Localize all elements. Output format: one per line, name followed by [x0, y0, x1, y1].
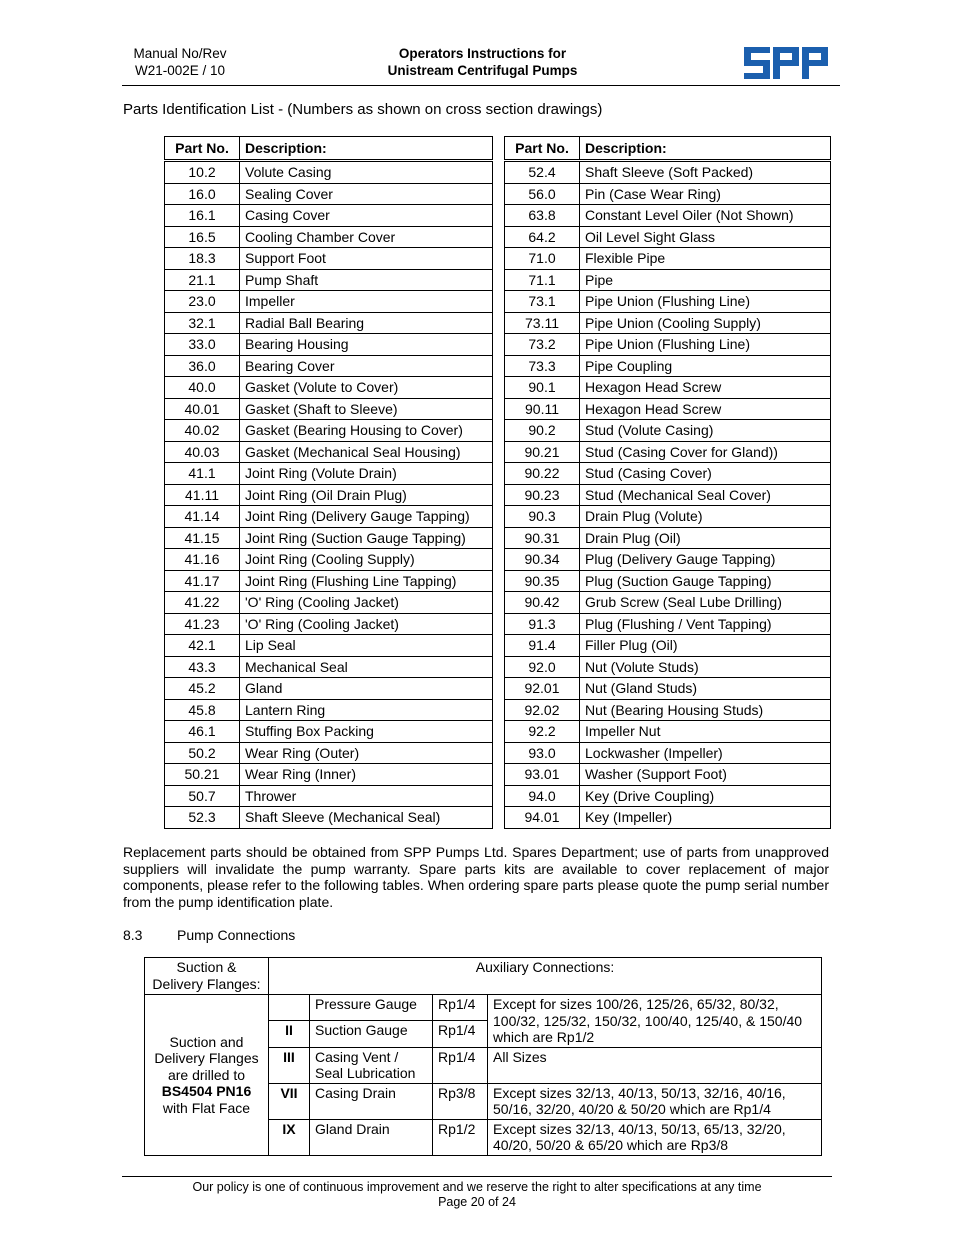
title-line-1: Operators Instructions for	[398, 46, 567, 61]
table-row	[505, 441, 831, 463]
part-number: 73.1	[505, 291, 580, 313]
footer-divider	[122, 1176, 832, 1177]
part-number: 52.4	[505, 161, 580, 184]
table-row	[505, 549, 831, 571]
part-number: 18.3	[165, 248, 240, 270]
parts-table-left	[164, 136, 493, 829]
table-row	[165, 291, 493, 313]
part-number: 94.01	[505, 807, 580, 829]
title-line-2: Unistream Centrifugal Pumps	[387, 63, 578, 78]
part-description: Joint Ring (Cooling Supply)	[240, 549, 493, 571]
part-number: 90.35	[505, 570, 580, 592]
part-number: 41.1	[165, 463, 240, 485]
part-description: Stud (Casing Cover for Gland))	[580, 441, 831, 463]
part-number: 90.21	[505, 441, 580, 463]
table-row	[505, 721, 831, 743]
part-number: 42.1	[165, 635, 240, 657]
connection-note: Except for sizes 100/26, 125/26, 65/32, 80/32, 100/32, 125/32, 150/32, 100/40, 125/40, & 150/40 which are Rp1/2	[488, 995, 822, 1048]
part-description: Gasket (Shaft to Sleeve)	[240, 398, 493, 420]
part-description: Wear Ring (Outer)	[240, 742, 493, 764]
part-number: 45.8	[165, 699, 240, 721]
connection-ref: III	[269, 1047, 310, 1083]
part-number: 93.01	[505, 764, 580, 786]
connection-size: Rp1/4	[433, 1021, 488, 1047]
part-number: 56.0	[505, 183, 580, 205]
table-row	[165, 506, 493, 528]
table-row	[505, 226, 831, 248]
connection-ref	[269, 995, 310, 1021]
part-description: Impeller	[240, 291, 493, 313]
column-header-description: Description:	[240, 137, 493, 161]
part-number: 63.8	[505, 205, 580, 227]
table-row	[165, 226, 493, 248]
table-row	[505, 291, 831, 313]
part-number: 41.11	[165, 484, 240, 506]
table-row	[505, 742, 831, 764]
table-row	[165, 635, 493, 657]
part-number: 40.01	[165, 398, 240, 420]
connection-size: Rp1/4	[433, 1047, 488, 1083]
part-number: 23.0	[165, 291, 240, 313]
connection-ref: IX	[269, 1119, 310, 1155]
part-number: 90.23	[505, 484, 580, 506]
part-description: Joint Ring (Volute Drain)	[240, 463, 493, 485]
table-row	[165, 592, 493, 614]
part-description: Mechanical Seal	[240, 656, 493, 678]
table-row	[145, 995, 822, 1021]
connection-note: All Sizes	[488, 1047, 822, 1083]
table-row	[165, 807, 493, 829]
part-number: 41.16	[165, 549, 240, 571]
table-row	[165, 269, 493, 291]
table-row	[165, 721, 493, 743]
table-row	[505, 570, 831, 592]
part-number: 16.5	[165, 226, 240, 248]
part-description: Support Foot	[240, 248, 493, 270]
table-row	[505, 699, 831, 721]
part-number: 92.01	[505, 678, 580, 700]
table-row	[165, 570, 493, 592]
connection-size: Rp1/2	[433, 1119, 488, 1155]
connection-name: Gland Drain	[310, 1119, 433, 1155]
table-row	[505, 635, 831, 657]
page-footer	[122, 1180, 832, 1209]
part-number: 16.1	[165, 205, 240, 227]
part-number: 64.2	[505, 226, 580, 248]
part-description: Joint Ring (Flushing Line Tapping)	[240, 570, 493, 592]
parts-table-right	[504, 136, 831, 829]
part-number: 93.0	[505, 742, 580, 764]
part-description: Nut (Volute Studs)	[580, 656, 831, 678]
table-row	[165, 355, 493, 377]
table-row	[505, 161, 831, 184]
part-number: 43.3	[165, 656, 240, 678]
connection-note: Except sizes 32/13, 40/13, 50/13, 32/16, 40/16, 50/16, 32/20, 40/20 & 50/20 which are Rp1/4	[488, 1083, 822, 1119]
table-row	[165, 183, 493, 205]
table-row	[165, 678, 493, 700]
part-number: 41.23	[165, 613, 240, 635]
flange-text: Suction and Delivery Flanges are drilled to	[154, 1033, 259, 1083]
part-description: Key (Drive Coupling)	[580, 785, 831, 807]
part-description: Lip Seal	[240, 635, 493, 657]
part-description: Casing Cover	[240, 205, 493, 227]
part-number: 36.0	[165, 355, 240, 377]
part-number: 46.1	[165, 721, 240, 743]
part-description: Gland	[240, 678, 493, 700]
part-description: Bearing Cover	[240, 355, 493, 377]
part-description: Stuffing Box Packing	[240, 721, 493, 743]
flange-standard: BS4504 PN16	[161, 1083, 252, 1099]
manual-label: Manual No/Rev	[133, 46, 227, 61]
part-description: Pipe Union (Flushing Line)	[580, 334, 831, 356]
part-number: 50.21	[165, 764, 240, 786]
table-row	[505, 656, 831, 678]
part-number: 50.7	[165, 785, 240, 807]
part-description: Grub Screw (Seal Lube Drilling)	[580, 592, 831, 614]
part-number: 90.22	[505, 463, 580, 485]
connection-size: Rp3/8	[433, 1083, 488, 1119]
table-row	[505, 807, 831, 829]
part-description: Gasket (Mechanical Seal Housing)	[240, 441, 493, 463]
table-row	[505, 678, 831, 700]
part-number: 73.2	[505, 334, 580, 356]
document-title	[340, 45, 625, 79]
part-number: 90.42	[505, 592, 580, 614]
column-header-description: Description:	[580, 137, 831, 161]
table-row	[505, 312, 831, 334]
table-row	[505, 269, 831, 291]
part-description: Plug (Delivery Gauge Tapping)	[580, 549, 831, 571]
table-row	[165, 420, 493, 442]
part-number: 94.0	[505, 785, 580, 807]
table-row	[505, 398, 831, 420]
flange-description	[145, 995, 269, 1156]
policy-statement: Our policy is one of continuous improvement and we reserve the right to alter specifications at any time	[192, 1180, 762, 1194]
table-row	[165, 312, 493, 334]
part-number: 71.0	[505, 248, 580, 270]
connection-name: Casing Vent / Seal Lubrication	[310, 1047, 433, 1083]
subsection-title: Pump Connections	[177, 927, 296, 943]
part-number: 91.4	[505, 635, 580, 657]
table-row	[505, 506, 831, 528]
part-description: Plug (Flushing / Vent Tapping)	[580, 613, 831, 635]
connection-name: Pressure Gauge	[310, 995, 433, 1021]
part-description: Gasket (Bearing Housing to Cover)	[240, 420, 493, 442]
pump-connections-table	[144, 957, 822, 1156]
part-description: Joint Ring (Oil Drain Plug)	[240, 484, 493, 506]
spp-logo	[744, 47, 828, 79]
part-description: 'O' Ring (Cooling Jacket)	[240, 613, 493, 635]
table-row	[505, 334, 831, 356]
part-number: 92.0	[505, 656, 580, 678]
table-row	[165, 161, 493, 184]
part-number: 40.03	[165, 441, 240, 463]
part-number: 33.0	[165, 334, 240, 356]
table-row	[505, 420, 831, 442]
subsection-number: 8.3	[123, 927, 143, 943]
part-number: 92.2	[505, 721, 580, 743]
table-row	[165, 764, 493, 786]
part-description: Gasket (Volute to Cover)	[240, 377, 493, 399]
part-number: 21.1	[165, 269, 240, 291]
part-description: Impeller Nut	[580, 721, 831, 743]
table-row	[165, 527, 493, 549]
part-description: Pump Shaft	[240, 269, 493, 291]
part-number: 52.3	[165, 807, 240, 829]
part-number: 90.31	[505, 527, 580, 549]
part-number: 90.3	[505, 506, 580, 528]
part-description: Hexagon Head Screw	[580, 377, 831, 399]
part-description: Volute Casing	[240, 161, 493, 184]
part-number: 90.2	[505, 420, 580, 442]
part-description: Plug (Suction Gauge Tapping)	[580, 570, 831, 592]
part-description: Flexible Pipe	[580, 248, 831, 270]
part-description: Stud (Volute Casing)	[580, 420, 831, 442]
part-number: 71.1	[505, 269, 580, 291]
table-row	[165, 484, 493, 506]
part-description: Wear Ring (Inner)	[240, 764, 493, 786]
part-number: 32.1	[165, 312, 240, 334]
connection-ref: VII	[269, 1083, 310, 1119]
table-row	[505, 785, 831, 807]
part-number: 45.2	[165, 678, 240, 700]
part-description: Shaft Sleeve (Soft Packed)	[580, 161, 831, 184]
table-row	[165, 613, 493, 635]
part-description: Shaft Sleeve (Mechanical Seal)	[240, 807, 493, 829]
table-row	[165, 699, 493, 721]
connection-ref: II	[269, 1021, 310, 1047]
manual-number: W21-002E / 10	[134, 63, 226, 78]
table-row	[165, 441, 493, 463]
part-description: Key (Impeller)	[580, 807, 831, 829]
flanges-header: Suction & Delivery Flanges:	[145, 958, 269, 995]
part-number: 41.14	[165, 506, 240, 528]
part-number: 90.11	[505, 398, 580, 420]
part-number: 10.2	[165, 161, 240, 184]
part-number: 92.02	[505, 699, 580, 721]
replacement-parts-paragraph: Replacement parts should be obtained from SPP Pumps Ltd. Spares Department; use of parts from unapproved suppliers will invalidate the pump warranty. Spare parts kits are available to cover replacement of major components, please refer to the following tables. When ordering spare parts please quote the pump serial number from the pump identification plate.	[123, 844, 829, 910]
table-row	[505, 183, 831, 205]
part-description: Bearing Housing	[240, 334, 493, 356]
table-row	[505, 764, 831, 786]
part-description: Joint Ring (Delivery Gauge Tapping)	[240, 506, 493, 528]
part-number: 90.1	[505, 377, 580, 399]
part-description: Nut (Bearing Housing Studs)	[580, 699, 831, 721]
part-number: 40.0	[165, 377, 240, 399]
part-description: Drain Plug (Volute)	[580, 506, 831, 528]
table-row	[165, 785, 493, 807]
page-number: Page 20 of 24	[438, 1194, 516, 1209]
auxiliary-header: Auxiliary Connections:	[269, 958, 822, 995]
part-description: Stud (Mechanical Seal Cover)	[580, 484, 831, 506]
part-number: 90.34	[505, 549, 580, 571]
manual-number-block	[110, 45, 250, 79]
table-row	[165, 549, 493, 571]
part-description: Oil Level Sight Glass	[580, 226, 831, 248]
part-description: Sealing Cover	[240, 183, 493, 205]
table-row	[505, 377, 831, 399]
part-description: Joint Ring (Suction Gauge Tapping)	[240, 527, 493, 549]
table-row	[165, 205, 493, 227]
part-description: Thrower	[240, 785, 493, 807]
part-description: Pipe Coupling	[580, 355, 831, 377]
part-description: Filler Plug (Oil)	[580, 635, 831, 657]
part-description: Lantern Ring	[240, 699, 493, 721]
part-description: Pipe Union (Flushing Line)	[580, 291, 831, 313]
part-description: Lockwasher (Impeller)	[580, 742, 831, 764]
table-row	[505, 527, 831, 549]
table-row	[505, 484, 831, 506]
column-header-part-no: Part No.	[505, 137, 580, 161]
part-number: 50.2	[165, 742, 240, 764]
table-row	[505, 613, 831, 635]
table-row	[505, 355, 831, 377]
connection-name: Suction Gauge	[310, 1021, 433, 1047]
section-title: Parts Identification List - (Numbers as shown on cross section drawings)	[123, 101, 603, 118]
part-number: 73.11	[505, 312, 580, 334]
part-number: 41.17	[165, 570, 240, 592]
part-number: 91.3	[505, 613, 580, 635]
part-description: Nut (Gland Studs)	[580, 678, 831, 700]
connection-name: Casing Drain	[310, 1083, 433, 1119]
part-description: Drain Plug (Oil)	[580, 527, 831, 549]
part-description: Constant Level Oiler (Not Shown)	[580, 205, 831, 227]
part-description: Stud (Casing Cover)	[580, 463, 831, 485]
part-description: Pipe Union (Cooling Supply)	[580, 312, 831, 334]
part-number: 41.22	[165, 592, 240, 614]
table-row	[165, 377, 493, 399]
table-row	[165, 463, 493, 485]
table-row	[165, 398, 493, 420]
part-number: 16.0	[165, 183, 240, 205]
table-row	[165, 248, 493, 270]
table-row	[165, 334, 493, 356]
part-description: Pipe	[580, 269, 831, 291]
table-row	[165, 742, 493, 764]
table-row	[505, 205, 831, 227]
connection-size: Rp1/4	[433, 995, 488, 1021]
table-row	[505, 592, 831, 614]
part-description: Washer (Support Foot)	[580, 764, 831, 786]
part-description: Radial Ball Bearing	[240, 312, 493, 334]
part-description: 'O' Ring (Cooling Jacket)	[240, 592, 493, 614]
part-number: 41.15	[165, 527, 240, 549]
connection-note: Except sizes 32/13, 40/13, 50/13, 65/13, 32/20, 40/20, 50/20 & 65/20 which are Rp3/8	[488, 1119, 822, 1155]
table-row	[165, 656, 493, 678]
part-number: 73.3	[505, 355, 580, 377]
table-row	[505, 463, 831, 485]
flange-face: with Flat Face	[162, 1099, 251, 1116]
table-row	[505, 248, 831, 270]
header-divider	[122, 85, 840, 86]
part-description: Cooling Chamber Cover	[240, 226, 493, 248]
column-header-part-no: Part No.	[165, 137, 240, 161]
part-description: Hexagon Head Screw	[580, 398, 831, 420]
part-number: 40.02	[165, 420, 240, 442]
part-description: Pin (Case Wear Ring)	[580, 183, 831, 205]
